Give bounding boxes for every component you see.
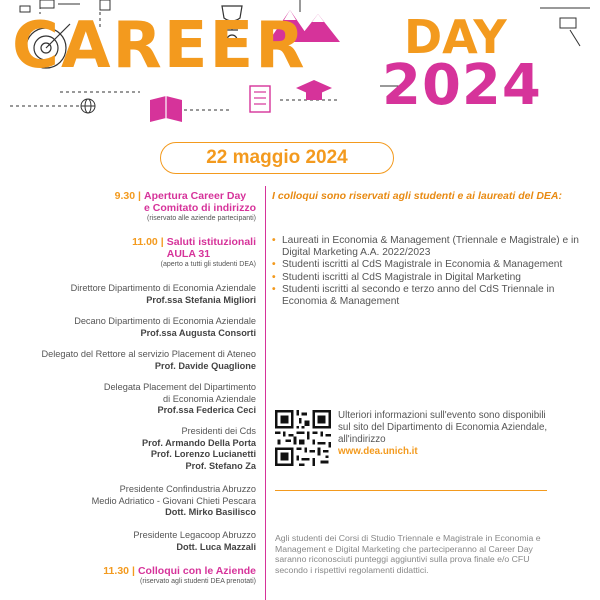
speaker-block [104, 382, 256, 417]
globe-icon [81, 99, 95, 113]
column-divider [265, 186, 266, 600]
qr-code-icon[interactable] [275, 410, 331, 466]
divider [275, 490, 547, 491]
speaker-block [42, 349, 257, 372]
speaker-block [92, 484, 256, 519]
program-opening [115, 190, 256, 222]
program-interviews [103, 565, 256, 585]
headline-career: CAREER [12, 9, 307, 83]
speaker-role: Delegata Placement del Dipartimento [103, 382, 256, 392]
headline-day: DAY [404, 10, 507, 64]
speaker-name: Prof. Davide Quaglione [154, 360, 256, 371]
speaker-role: Presidente Legacoop Abruzzo [133, 530, 256, 540]
interviews-time: 11.30 [103, 565, 129, 577]
speaker-name: Prof.ssa Federica Ceci [157, 405, 256, 415]
speaker-block [71, 283, 256, 306]
speaker-name: Prof. Stefano Za [185, 460, 256, 471]
speaker-role: Presidenti dei Cds [181, 426, 256, 436]
speaker-role: di Economia Aziendale [163, 393, 256, 404]
greetings-title-line1: Saluti istituzionali [166, 236, 256, 248]
speaker-name: Prof.ssa Stefania Migliori [146, 294, 256, 305]
list-item: • Studenti iscritti al secondo e terzo anno del CdS Triennale in Economia & Management [272, 284, 592, 308]
speaker-role: Medio Adriatico - Giovani Chieti Pescara [91, 495, 256, 506]
speaker-name: Prof. Armando Della Porta [141, 437, 256, 448]
opening-title [144, 190, 256, 214]
greetings-title [167, 236, 256, 260]
greetings-title-line2: AULA 31 [166, 248, 211, 260]
speaker-block [142, 426, 256, 472]
list-item: • Laureati in Economia & Management (Triennale e Magistrale) e in Digital Marketing A.A. 2022/2023 [272, 235, 592, 259]
separator: | [138, 190, 141, 202]
speaker-name: Dott. Mirko Basilisco [165, 507, 256, 517]
speaker-block [133, 530, 256, 553]
speaker-block [74, 316, 256, 339]
interviews-note: (riservato agli studenti DEA prenotati) [140, 578, 256, 585]
separator: | [132, 565, 135, 577]
speaker-name: Prof. Lorenzo Lucianetti [150, 449, 256, 459]
program-greetings [132, 236, 256, 268]
info-description: Ulteriori informazioni sull'evento sono disponibili sul sito del Dipartimento di Economia Aziendale, all'indirizzo [338, 410, 548, 445]
opening-title-line2: e Comitato di indirizzo [144, 202, 256, 214]
speaker-role: Delegato del Rettore al servizio Placement di Ateneo [41, 349, 256, 359]
speaker-role: Direttore Dipartimento di Economia Aziendale [70, 283, 256, 293]
opening-title-line1: Apertura Career Day [144, 190, 247, 202]
list-item: • Studenti iscritti al CdS Magistrale in Digital Marketing [272, 272, 592, 284]
separator: | [160, 236, 164, 248]
greetings-time: 11.00 [132, 236, 158, 248]
opening-time: 9.30 [114, 190, 136, 202]
credits-note: Agli studenti dei Corsi di Studio Triennale e Magistrale in Economia e Management e Digital Marketing che parteciperanno al Career Day saranno riconosciuti punteggi aggiuntivi sulla prova finale e/o CFU secondo i rispettivi regolamenti didattici. [275, 533, 541, 575]
document-icon [250, 86, 270, 112]
book-icon [150, 96, 182, 122]
info-text [338, 410, 558, 458]
speaker-role: Decano Dipartimento di Economia Aziendale [74, 316, 256, 326]
speaker-name: Prof.ssa Augusta Consorti [140, 327, 256, 338]
list-item: • Studenti iscritti al CdS Magistrale in Economia & Management [272, 259, 592, 271]
graduation-cap-icon [296, 80, 332, 100]
speaker-name: Dott. Luca Mazzali [176, 541, 256, 552]
event-date: 22 maggio 2024 [160, 142, 394, 174]
interviews-title: Colloqui con le Aziende [137, 565, 256, 577]
eligibility-intro: I colloqui sono riservati agli studenti e ai laureati del DEA: [272, 190, 562, 202]
opening-note: (riservato alle aziende partecipanti) [147, 215, 256, 222]
greetings-note: (aperto a tutti gli studenti DEA) [160, 261, 256, 268]
website-link[interactable]: www.dea.unich.it [338, 446, 418, 457]
headline-year: 2024 [382, 53, 542, 118]
eligibility-list [272, 235, 592, 308]
speaker-role: Presidente Confindustria Abruzzo [119, 484, 256, 494]
header-graphic [0, 0, 600, 130]
